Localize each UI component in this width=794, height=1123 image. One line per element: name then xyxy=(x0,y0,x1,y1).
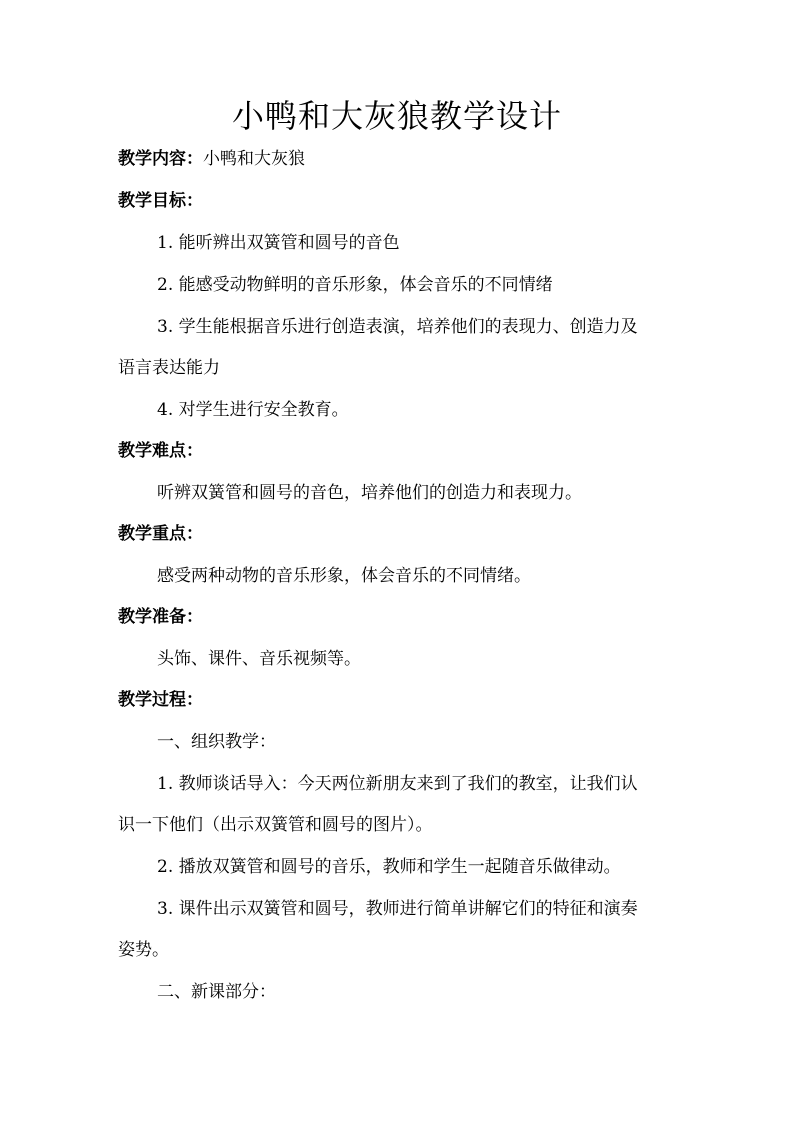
process-section-1: 一、组织教学： xyxy=(157,732,276,752)
goal-item-4: 4. 对学生进行安全教育。 xyxy=(157,400,349,420)
document-title: 小鸭和大灰狼教学设计 xyxy=(231,97,562,135)
process-item-3-continued: 姿势。 xyxy=(118,940,169,960)
process-item-1: 1. 教师谈话导入：今天两位新朋友来到了我们的教室，让我们认 xyxy=(157,774,638,794)
process-item-2: 2. 播放双簧管和圆号的音乐，教师和学生一起随音乐做律动。 xyxy=(157,857,621,877)
goals-heading: 教学目标： xyxy=(118,191,203,211)
difficulty-heading: 教学难点： xyxy=(118,441,203,461)
process-heading: 教学过程： xyxy=(118,690,203,710)
key-points-text: 感受两种动物的音乐形象，体会音乐的不同情绪。 xyxy=(157,566,531,586)
key-points-heading: 教学重点： xyxy=(118,524,203,544)
process-section-2: 二、新课部分： xyxy=(157,982,276,1002)
process-item-1-continued: 识一下他们（出示双簧管和圆号的图片）。 xyxy=(118,815,433,835)
preparation-text: 头饰、课件、音乐视频等。 xyxy=(157,649,361,669)
preparation-heading: 教学准备： xyxy=(118,607,203,627)
content-line xyxy=(118,146,688,172)
goal-item-3: 3. 学生能根据音乐进行创造表演，培养他们的表现力、创造力及 xyxy=(157,317,638,337)
difficulty-text: 听辨双簧管和圆号的音色，培养他们的创造力和表现力。 xyxy=(157,483,582,503)
goal-item-2: 2. 能感受动物鲜明的音乐形象，体会音乐的不同情绪 xyxy=(157,275,553,295)
content-label: 教学内容： xyxy=(118,149,203,169)
process-item-3: 3. 课件出示双簧管和圆号，教师进行简单讲解它们的特征和演奏 xyxy=(157,899,638,919)
goal-item-3-continued: 语言表达能力 xyxy=(118,358,220,378)
content-value: 小鸭和大灰狼 xyxy=(203,149,305,169)
goal-item-1: 1. 能听辨出双簧管和圆号的音色 xyxy=(157,233,400,253)
